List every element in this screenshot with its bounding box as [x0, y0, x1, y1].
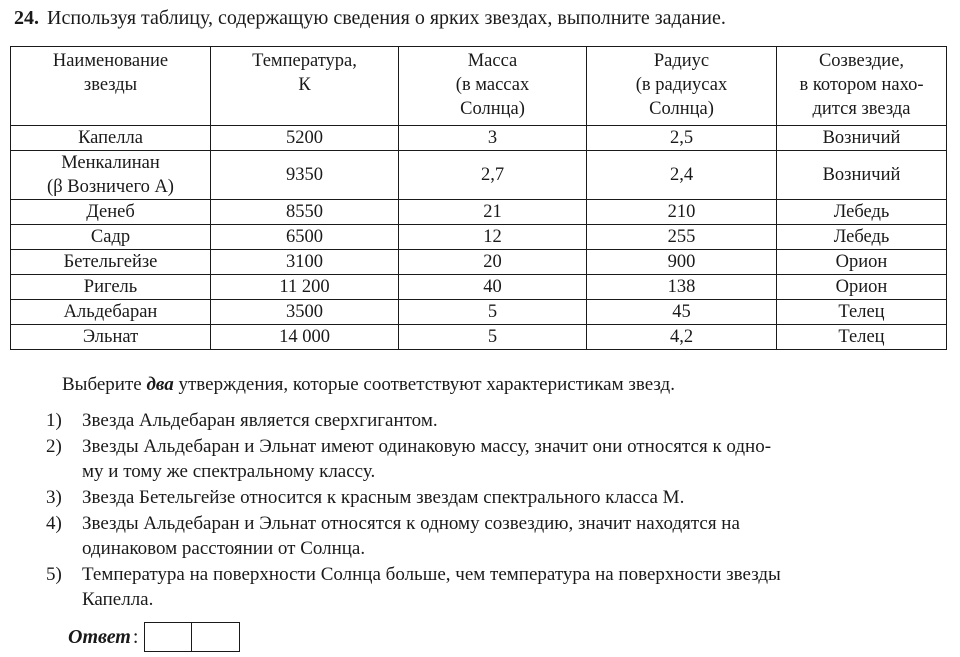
answer-area	[68, 620, 240, 654]
stars-table	[10, 46, 947, 350]
task-header	[14, 6, 950, 30]
options-list	[46, 408, 946, 613]
cell-constellation: Орион	[777, 275, 947, 300]
option-1	[46, 408, 946, 433]
cell-radius: 138	[587, 275, 777, 300]
cell-mass: 12	[399, 225, 587, 250]
cell-star-name: Садр	[11, 225, 211, 250]
option-number: 1)	[46, 410, 62, 431]
cell-radius: 45	[587, 300, 777, 325]
cell-radius: 255	[587, 225, 777, 250]
question-text: Выберите два утверждения, которые соответствуют характеристикам звезд.	[62, 374, 675, 395]
option-text: Звезды Альдебаран и Эльнат имеют одинаковую массу, значит они относятся к одно-	[82, 436, 772, 457]
cell-star-name: Альдебаран	[11, 300, 211, 325]
cell-constellation: Возничий	[777, 151, 947, 200]
option-text: Капелла.	[82, 589, 154, 610]
table-row	[11, 225, 947, 250]
option-2	[46, 434, 946, 484]
question-emphasis: два	[146, 374, 174, 395]
answer-colon: :	[132, 625, 139, 648]
table-row	[11, 300, 947, 325]
option-5	[46, 562, 946, 612]
cell-radius: 900	[587, 250, 777, 275]
cell-star-name: Денеб	[11, 200, 211, 225]
option-number: 2)	[46, 436, 62, 457]
cell-star-name: Бетельгейзе	[11, 250, 211, 275]
cell-constellation: Лебедь	[777, 225, 947, 250]
option-number: 4)	[46, 513, 62, 534]
option-4	[46, 511, 946, 561]
cell-constellation: Телец	[777, 300, 947, 325]
table-row	[11, 126, 947, 151]
cell-star-name: Эльнат	[11, 325, 211, 350]
cell-mass: 5	[399, 300, 587, 325]
cell-temperature: 11 200	[211, 275, 399, 300]
option-text: му и тому же спектральному классу.	[82, 461, 376, 482]
cell-constellation: Лебедь	[777, 200, 947, 225]
cell-constellation: Возничий	[777, 126, 947, 151]
option-text: Звезды Альдебаран и Эльнат относятся к одному созвездию, значит находятся на	[82, 513, 740, 534]
cell-radius: 2,4	[587, 151, 777, 200]
option-text: Температура на поверхности Солнца больше, чем температура на поверхности звезды	[82, 564, 781, 585]
table-row	[11, 200, 947, 225]
cell-star-name: Ригель	[11, 275, 211, 300]
cell-mass: 40	[399, 275, 587, 300]
header-radius: Радиус (в радиусах Солнца)	[587, 47, 777, 126]
cell-mass: 5	[399, 325, 587, 350]
cell-temperature: 5200	[211, 126, 399, 151]
cell-temperature: 9350	[211, 151, 399, 200]
header-mass: Масса (в массах Солнца)	[399, 47, 587, 126]
answer-box-1[interactable]	[144, 622, 192, 652]
cell-temperature: 8550	[211, 200, 399, 225]
header-temperature: Температура, К	[211, 47, 399, 126]
cell-radius: 2,5	[587, 126, 777, 151]
cell-temperature: 3100	[211, 250, 399, 275]
task-instruction: Используя таблицу, содержащую сведения о ярких звездах, выполните задание.	[47, 7, 726, 29]
table-header-row	[11, 47, 947, 126]
cell-star-name: Капелла	[11, 126, 211, 151]
option-text: Звезда Бетельгейзе относится к красным звездам спектрального класса М.	[82, 487, 685, 508]
cell-constellation: Орион	[777, 250, 947, 275]
table-row	[11, 250, 947, 275]
option-3	[46, 485, 946, 510]
cell-radius: 4,2	[587, 325, 777, 350]
table-row	[11, 325, 947, 350]
cell-constellation: Телец	[777, 325, 947, 350]
cell-temperature: 6500	[211, 225, 399, 250]
table-row	[11, 151, 947, 200]
table-row	[11, 275, 947, 300]
answer-label: Ответ	[68, 625, 131, 648]
option-number: 5)	[46, 564, 62, 585]
cell-mass: 3	[399, 126, 587, 151]
option-text: Звезда Альдебаран является сверхгигантом.	[82, 410, 438, 431]
cell-mass: 20	[399, 250, 587, 275]
answer-box-2[interactable]	[192, 622, 240, 652]
cell-mass: 21	[399, 200, 587, 225]
cell-star-name: Менкалинан (β Возничего А)	[11, 151, 211, 200]
header-constellation: Созвездие, в котором нахо- дится звезда	[777, 47, 947, 126]
option-number: 3)	[46, 487, 62, 508]
cell-temperature: 3500	[211, 300, 399, 325]
task-number: 24.	[14, 7, 39, 29]
option-text: одинаковом расстоянии от Солнца.	[82, 538, 366, 559]
cell-mass: 2,7	[399, 151, 587, 200]
header-star-name: Наименование звезды	[11, 47, 211, 126]
cell-radius: 210	[587, 200, 777, 225]
cell-temperature: 14 000	[211, 325, 399, 350]
